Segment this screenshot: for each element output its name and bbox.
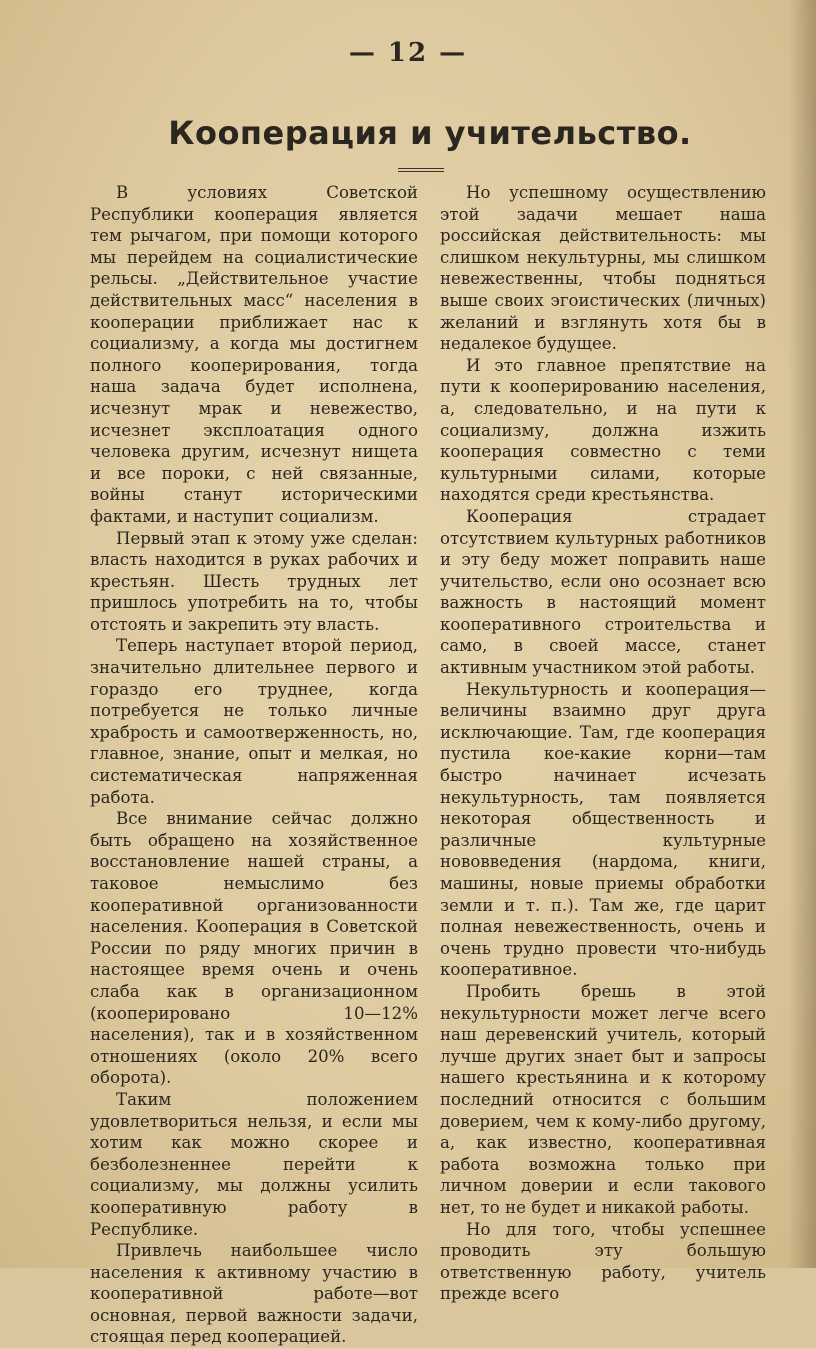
paragraph: Все внимание сейчас должно быть обращено на хозяйственное восстановление нашей страны, а таковое немыслимо без кооперативной организованности населения. Кооперация в Советской России по ряду многих причин в настоящее время очень и очень слаба как в организационном (кооперировано 10—12% населения), так и в хозяйственном отношениях (около 20% всего оборота). bbox=[90, 809, 418, 1088]
page-edge-shadow bbox=[788, 0, 816, 1268]
page-number: — 12 — bbox=[348, 38, 468, 68]
paragraph: Но для того, чтобы успешнее проводить эту большую ответственную работу, учитель прежде всего bbox=[440, 1219, 766, 1304]
paragraph: Кооперация страдает отсутствием культурных работников и эту беду может поправить наше учительство, если оно осознает всю важность в настоящий момент кооперативного строительства и само, в своей массе, станет активным участником этой работы. bbox=[440, 506, 766, 678]
paragraph: Привлечь наибольшее число населения к активному участию в кооперативной работе—вот основная, первой важности задачи, стоящая перед кооперацией. bbox=[90, 1241, 418, 1347]
paragraph: В условиях Советской Республики кооперация является тем рычагом, при помощи которого мы перейдем на социалистические рельсы. „Действительное участие действительных масс“ населения в кооперации приближает нас к социализму, а когда мы достигнем полного кооперирования, тогда наша задача будет исполнена, исчезнут мрак и невежество, исчезнет эксплоатация одного человека другим, исчезнут нищета и все пороки, с ней связанные, войны станут историческими фактами, и наступит социализм. bbox=[90, 183, 418, 526]
paragraph: Таким положением удовлетвориться нельзя, и если мы хотим как можно скорее и безболезненнее перейти к социализму, мы должны усилить кооперативную работу в Республике. bbox=[90, 1089, 418, 1239]
paragraph: Первый этап к этому уже сделан: власть находится в руках рабочих и крестьян. Шесть трудных лет пришлось употребить на то, чтобы отстоять и закрепить эту власть. bbox=[90, 528, 418, 634]
article-title: Кооперация и учительство. bbox=[168, 114, 692, 152]
title-divider bbox=[398, 168, 444, 172]
paragraph: Но успешному осуществлению этой задачи мешает наша российская действительность: мы слишком некультурны, мы слишком невежественны, чтобы подняться выше своих эгоистических (личных) желаний и взглянуть хотя бы в недалекое будущее. bbox=[440, 183, 766, 354]
left-column bbox=[90, 182, 418, 1348]
paragraph: Некультурность и кооперация—величины взаимно друг друга исключающие. Там, где кооперация пустила кое-какие корни—там быстро начинает исчезать некультурность, там появляется некоторая общественность и различные культурные нововведения (нардома, книги, машины, новые приемы обработки земли и т. п.). Там же, где царит полная невежественность, очень и очень трудно провести что-нибудь кооперативное. bbox=[440, 679, 766, 980]
paragraph: И это главное препятствие на пути к кооперированию населения, а, следовательно, и на пути к социализму, должна изжить кооперация совместно с теми культурными силами, которые находятся среди крестьянства. bbox=[440, 355, 766, 505]
paragraph: Теперь наступает второй период, значительно длительнее первого и гораздо его труднее, когда потребуется не только личные храбрость и самоотверженность, но, главное, знание, опыт и мелкая, но систематическая напряженная работа. bbox=[90, 636, 418, 807]
paragraph: Пробить брешь в этой некультурности может легче всего наш деревенский учитель, который лучше других знает быт и запросы нашего крестьянина и к которому последний относится с большим доверием, чем к кому-либо другому, а, как известно, кооперативная работа возможна только при личном доверии и если такового нет, то не будет и никакой работы. bbox=[440, 981, 766, 1217]
right-column bbox=[440, 182, 766, 1305]
